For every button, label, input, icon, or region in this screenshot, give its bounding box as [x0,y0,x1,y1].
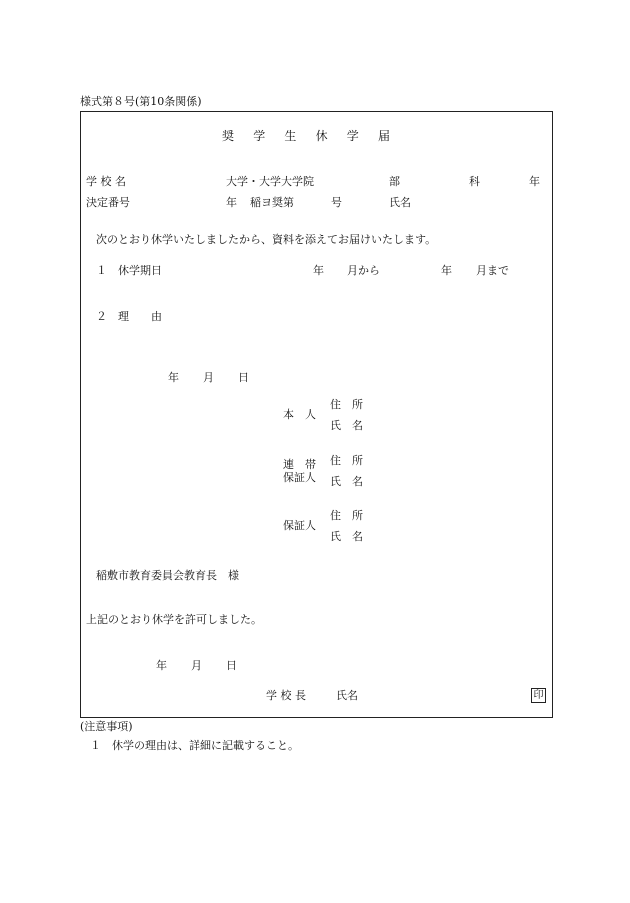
form-frame [80,111,553,718]
leave-to-year: 年 [441,264,452,277]
course-label: 科 [469,175,480,188]
decision-number-label: 決定番号 [86,196,130,209]
notes-heading: (注意事項) [80,720,133,733]
joint-guarantor-label-line1: 連 帯 [283,458,316,471]
self-label: 本 人 [283,408,316,421]
leave-period-label: １ 休学期日 [96,264,162,277]
guarantor-name-label: 氏 名 [330,530,363,543]
school-name-label: 学 校 名 [86,175,126,188]
date-year-label: 年 [168,371,179,384]
date-month-label: 月 [203,371,214,384]
guarantor-address-label: 住 所 [330,509,363,522]
approval-date-month: 月 [191,659,202,672]
decision-suffix: 号 [331,196,342,209]
leave-from-year: 年 [313,264,324,277]
date-day-label: 日 [238,371,249,384]
form-title: 奨学生休学届 [222,129,410,143]
form-number: 様式第８号(第10条関係) [80,95,202,108]
notes-item-1: １ 休学の理由は、詳細に記載すること。 [90,739,299,752]
reason-label: ２ 理 由 [96,310,162,323]
self-address-label: 住 所 [330,398,363,411]
approval-date-day: 日 [226,659,237,672]
guarantor-label: 保証人 [283,519,316,532]
decision-year-label: 年 [226,196,237,209]
decision-prefix: 稲ヨ奨第 [250,196,294,209]
joint-guarantor-label-line2: 保証人 [283,471,316,484]
department-label: 部 [389,175,400,188]
school-year-label: 年 [529,175,540,188]
joint-guarantor-name-label: 氏 名 [330,475,363,488]
approval-text: 上記のとおり休学を許可しました。 [86,613,262,626]
seal-mark: 印 [531,688,546,703]
principal-name-label: 氏名 [336,689,358,702]
leave-from-month: 月から [347,264,380,277]
addressee-text: 稲敷市教育委員会教育長 様 [96,569,239,582]
joint-guarantor-address-label: 住 所 [330,454,363,467]
self-name-label: 氏 名 [330,419,363,432]
principal-label: 学 校 長 [266,689,306,702]
student-name-label: 氏名 [389,196,411,209]
university-label: 大学・大学大学院 [226,175,314,188]
approval-date-year: 年 [156,659,167,672]
statement-text: 次のとおり休学いたしましたから、資料を添えてお届けいたします。 [96,233,437,246]
leave-to-month: 月まで [476,264,509,277]
